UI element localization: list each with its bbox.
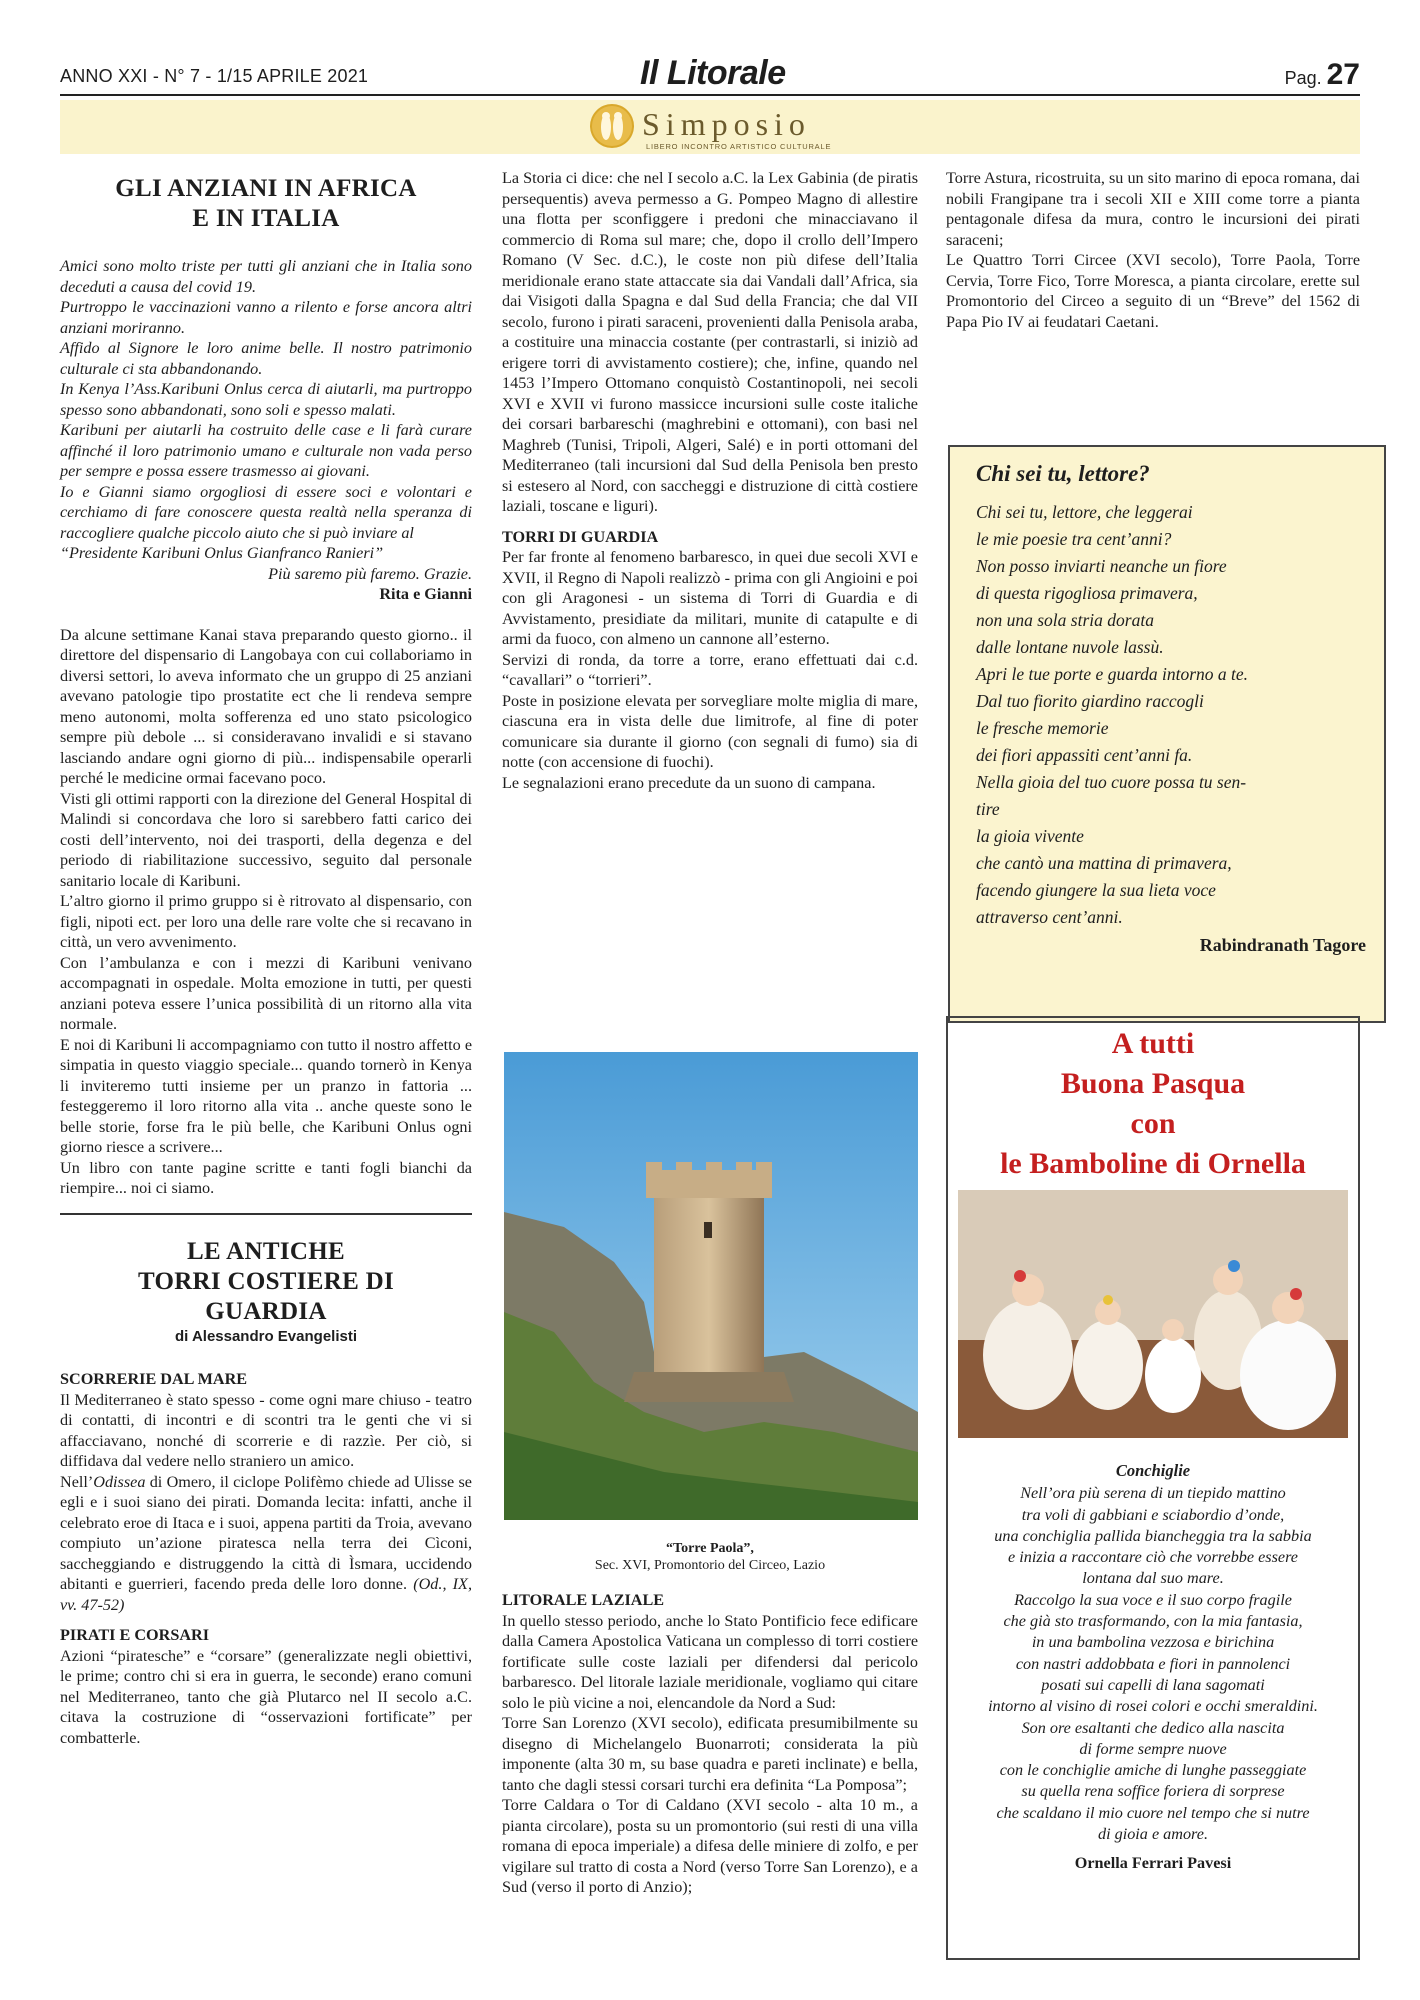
conch-line: Son ore esaltanti che dedico alla nascita	[1021, 1718, 1285, 1737]
section-heading: TORRI DI GUARDIA	[502, 527, 659, 546]
paragraph: Con l’ambulanza e con i mezzi di Karibuni venivano accompagnati in ospedale. Molta emozione in tutti, per questi anziani poteva essere l’unica possibilità di un ritorno alla vita normale.	[60, 953, 472, 1033]
easter-title	[946, 1024, 1360, 1184]
header-rule	[60, 94, 1360, 96]
section-heading: PIRATI E CORSARI	[60, 1626, 210, 1644]
conch-line: intorno al visino di rosei colori e occhi smeraldini.	[988, 1697, 1318, 1716]
poem-line: Chi sei tu, lettore, che leggerai	[976, 502, 1193, 522]
section-heading: LITORALE LAZIALE	[502, 1591, 665, 1609]
column-3	[946, 168, 1360, 332]
paragraph: Le segnalazioni erano precedute da un suono di campana.	[502, 773, 876, 792]
column-1	[60, 168, 472, 1748]
poem-line: attraverso cent’anni.	[976, 907, 1123, 927]
poem-line: Apri le tue porte e guarda intorno a te.	[976, 664, 1249, 684]
closing-line: Più saremo più faremo. Grazie.	[268, 564, 472, 583]
poem-line: Dal tuo fiorito giardino raccogli	[976, 691, 1204, 711]
poem-line: le fresche memorie	[976, 718, 1109, 738]
page-number: 27	[1326, 58, 1360, 91]
conch-line: che già sto trasformando, con la mia fantasia,	[1003, 1612, 1303, 1631]
caption-subtitle: Sec. XVI, Promontorio del Circeo, Lazio	[594, 1558, 826, 1573]
conch-lines	[960, 1483, 1346, 1845]
conch-line: lontana dal suo mare.	[1082, 1569, 1224, 1588]
paragraph: E noi di Karibuni li accompagniamo con tutto il nostro affetto e simpatia in questo viaggio speciale... quando tornerò in Kenya li inviteremo tutti insieme per un pranzo in fattoria ... festeggeremo il loro ritorno alla vita .. anche queste sono le belle storie, forse fra le più belle, che Karibuni Onlus ogni giorno riesce a scrivere...	[60, 1035, 472, 1156]
poem-line: dei fiori appassiti cent’anni fa.	[976, 745, 1193, 765]
section-divider	[60, 1199, 472, 1215]
paragraph: Il Mediterraneo è stato spesso - come ogni mare chiuso - teatro di contatti, di incontri e di scontri tra le genti che vi si affacciavano, nonché di scorrerie e di razzìe. Per ciò, si diffidava dal vedere nello straniero un amico.	[60, 1390, 472, 1470]
poem-line: facendo giungere la sua lieta voce	[976, 880, 1216, 900]
paragraph: Poste in posizione elevata per sorvegliare molte miglia di mare, ciascuna era in vista delle due limitrofe, al fine di poter comunicare sia durante il giorno (con segnali di fumo) sia di notte (con accensione di fuochi).	[502, 691, 918, 771]
conch-line: Raccolgo la sua voce e il suo corpo fragile	[1014, 1590, 1292, 1609]
paragraph: Visti gli ottimi rapporti con la direzione del General Hospital di Malindi si concordava che loro si sarebbero fatti carico dei costi dell’intervento, noi dei trasporti, della degenza e del periodo di riabilitazione successivo, seguito dal personale sanitario locale di Karibuni.	[60, 789, 472, 890]
conch-line: su quella rena soffice foriera di sorprese	[1021, 1782, 1285, 1801]
conch-line: con nastri addobbata e fiori in pannolenci	[1015, 1654, 1291, 1673]
page-label: Pag.	[1284, 68, 1322, 88]
banner-title: Simposio	[642, 106, 811, 142]
conch-line: di gioia e amore.	[1097, 1825, 1208, 1844]
poem-line: la gioia vivente	[976, 826, 1084, 846]
shell-dolls-photo	[958, 1190, 1348, 1438]
article-anziani-intro	[60, 256, 472, 584]
simposio-logo-icon	[590, 104, 634, 148]
easter-title-line: Buona Pasqua	[1060, 1067, 1246, 1100]
section-heading: SCORRERIE DAL MARE	[60, 1370, 248, 1388]
easter-title-line: A tutti	[1111, 1027, 1195, 1060]
poem-title: Chi sei tu, lettore?	[976, 461, 1150, 486]
paragraph: Amici sono molto triste per tutti gli anziani che in Italia sono deceduti a causa del covid 19.	[60, 257, 472, 296]
issue-line: ANNO XXI - N° 7 - 1/15 APRILE 2021	[60, 66, 369, 86]
paragraph: “Presidente Karibuni Onlus Gianfranco Ranieri”	[60, 544, 384, 562]
text: Odissea	[93, 1472, 146, 1491]
poem-box	[948, 445, 1386, 1023]
title-line: E IN ITALIA	[192, 205, 340, 232]
conch-line: e inizia a raccontare ciò che vorrebbe essere	[1008, 1548, 1298, 1567]
conch-line: di forme sempre nuove	[1079, 1739, 1227, 1758]
paragraph: Servizi di ronda, da torre a torre, erano effettuati dai c.d. “cavallari” o “torrieri”.	[502, 650, 918, 689]
reference: (Od., IX, vv. 47-52)	[60, 1575, 472, 1614]
page-number-label	[1285, 58, 1360, 92]
easter-title-line: con	[1130, 1107, 1176, 1140]
text: di Omero, il ciclope Polifèmo chiede ad Ulisse se egli e i suoi siano dei pirati. Domanda lecita: infatti, anche il celebrato eroe di Itaca e i suoi, appena partiti da Troia, avevano compiuto un’azione piratesca nella terra dei Cìconi, saccheggiando e distruggendo la città di Ìsmara, uccidendo abitanti e guerrieri, facendo preda delle loro donne.	[60, 1472, 472, 1593]
paragraph: Karibuni per aiutarli ha costruito delle case e li farà curare affinché il loro patrimonio umano e culturale non vada perso per sempre e possa essere trasmesso ai giovani.	[60, 421, 472, 480]
masthead: Il Litorale	[640, 54, 786, 92]
paragraph: Torre Caldara o Tor di Caldano (XVI secolo - alta 10 m., a pianta circolare), posta su un promontorio (sui resti di una villa romana di epoca imperiale) a difesa delle miniere di zolfo, e per vigilare sul tratto di costa a Nord (verso Torre San Lorenzo), e a Sud (verso il porto di Anzio);	[502, 1796, 918, 1896]
title-line: TORRI COSTIERE DI	[137, 1267, 395, 1295]
conch-line: in una bambolina vezzosa e birichina	[1031, 1633, 1275, 1652]
paragraph: Affido al Signore le loro anime belle. Il nostro patrimonio culturale ci sta abbandonando.	[60, 339, 472, 378]
poem-line: dalle lontane nuvole lassù.	[976, 637, 1164, 657]
conch-title: Conchiglie	[1115, 1461, 1191, 1480]
byline: di Alessandro Evangelisti	[175, 1327, 357, 1345]
conchiglie-poem	[960, 1460, 1346, 1875]
paragraph: Azioni “piratesche” e “corsare” (generalizzate negli obiettivi, le prime; contro chi si era in guerra, le seconde) erano comuni nel Mediterraneo, tanto che già Plutarco nel II secolo a.C. citava la costruzione di “osservazioni fortificate” per combatterle.	[60, 1646, 472, 1747]
torre-paola-photo	[504, 1052, 918, 1520]
article-anziani-body	[60, 625, 472, 1199]
poem-line: che cantò una mattina di primavera,	[976, 853, 1232, 873]
paragraph: In Kenya l’Ass.Karibuni Onlus cerca di aiutarli, ma purtroppo spesso sono abbandonati, sono soli e spesso malati.	[60, 380, 472, 419]
poem-lines	[976, 499, 1366, 931]
title-line: LE ANTICHE	[187, 1237, 345, 1265]
paragraph: Un libro con tante pagine scritte e tanti fogli bianchi da riempire... noi ci siamo.	[60, 1158, 472, 1197]
poem-line: Nella gioia del tuo cuore possa tu sen-	[976, 772, 1247, 792]
article-anziani-title	[60, 174, 472, 234]
title-line: GLI ANZIANI IN AFRICA	[115, 175, 417, 202]
conch-line: con le conchiglie amiche di lunghe passeggiate	[999, 1761, 1307, 1780]
conch-line: posati sui capelli di lana sagomati	[1041, 1675, 1265, 1694]
paragraph: Le Quattro Torri Circee (XVI secolo), Torre Paola, Torre Cervia, Torre Fico, Torre Moresca, a pianta circolare, erette sul Promontorio del Circeo a seguito di un “Breve” del 1562 di Papa Pio IV ai feudatari Caetani.	[946, 251, 1360, 331]
column-2	[502, 168, 918, 793]
easter-title-line: le Bamboline di Ornella	[1000, 1147, 1306, 1180]
poem-author: Rabindranath Tagore	[1199, 935, 1366, 955]
paragraph: Per far fronte al fenomeno barbaresco, in quei due secoli XVI e XVII, il Regno di Napoli realizzò - prima con gli Angioini e poi con gli Aragonesi - un sistema di Torri di Guardia e di Avvistamento, presidiate da militari, munite di catapulte e di armi da fuoco, con almeno un cannone all’esterno.	[502, 548, 918, 648]
conch-line: Nell’ora più serena di un tiepido mattino	[1020, 1484, 1286, 1503]
conch-line: che scaldano il mio cuore nel tempo che si nutre	[996, 1803, 1310, 1822]
paragraph: Torre San Lorenzo (XVI secolo), edificata presumibilmente su disegno di Michelangelo Buonarroti; considerata la più imponente (alta 30 m, su base quadra e pareti inclinate) e bella, tanto che dagli stessi corsari turchi era definita “La Pomposa”;	[502, 1714, 918, 1794]
conch-line: una conchiglia pallida biancheggia tra la sabbia	[994, 1526, 1312, 1545]
conch-line: tra voli di gabbiani e sciabordio d’onde,	[1021, 1505, 1285, 1524]
conch-author: Ornella Ferrari Pavesi	[1074, 1854, 1232, 1873]
paragraph: Io e Gianni siamo orgogliosi di essere soci e volontari e cerchiamo di fare conoscere questa realtà nella speranza di raccogliere qualche piccolo aiuto che si può inviare al	[60, 482, 472, 542]
paragraph: Da alcune settimane Kanai stava preparando questo giorno.. il direttore del dispensario di Langobaya con cui collaboriamo in diversi settori, lo aveva informato che un gruppo di 25 anziani avevano patologie tipo prostatite ect che li rendeva sempre meno autonomi, molta sofferenza ed uno stato psicologico sempre più debole ... si consideravano invalidi e si stavano lasciando andare ogni giorno di più... indispensabile operarli perché le medicine ormai facevano poco.	[60, 625, 472, 787]
paragraph: La Storia ci dice: che nel I secolo a.C. la Lex Gabinia (de piratis persequentis) aveva permesso a G. Pompeo Magno di allestire una flotta per sconfiggere i predoni che minacciavano il commercio di Roma sul mare; che, dopo il crollo dell’Impero Romano (V Sec. d.C.), le coste non più difese dell’Italia meridionale erano state attaccate sia dai Vandali dall’Africa, sia dai Visigoti dalla Spagna e dal Sud della Francia; che dal VII secolo, furono i pirati saraceni, provenienti dalla Penisola araba, a costituire una minaccia costante (per contrastarli, si iniziò ad erigere torri di avvistamento costiere); che, infine, quando nel 1453 l’Impero Ottomano conquistò Costantinopoli, nei secoli XVI e XVII vi furono massicce incursioni sulle coste italiche dei corsari barbareschi (maghrebini e ottomani), con basi nel Maghreb (Tunisi, Tripoli, Algeri, Salé) e in porti ottomani del Mediterraneo (tali incursioni dal Sud della Penisola ben presto si estesero al Nord, con saccheggi e distruzione di città costiere laziali, toscane e liguri).	[502, 169, 918, 515]
poem-line: non una sola stria dorata	[976, 610, 1154, 630]
text: Nell’	[60, 1472, 94, 1491]
title-line: GUARDIA	[205, 1297, 327, 1325]
paragraph: Purtroppo le vaccinazioni vanno a rilento e forse ancora altri anziani moriranno.	[60, 298, 472, 337]
signature: Rita e Gianni	[379, 585, 472, 603]
banner-subtitle: LIBERO INCONTRO ARTISTICO CULTURALE	[646, 142, 832, 151]
paragraph	[60, 1472, 472, 1616]
paragraph: L’altro giorno il primo gruppo si è ritrovato al dispensario, con figli, nipoti ect. per loro una delle rare volte che si recavano in città, un vero avvenimento.	[60, 892, 472, 951]
poem-line: Non posso inviarti neanche un fiore	[976, 556, 1227, 576]
caption-title: “Torre Paola”,	[666, 1541, 754, 1556]
article-torri-title	[60, 1237, 472, 1327]
poem-line: tire	[976, 799, 1000, 819]
poem-line: di questa rigogliosa primavera,	[976, 583, 1198, 603]
photo-caption	[502, 1540, 918, 1574]
paragraph: In quello stesso periodo, anche lo Stato Pontificio fece edificare dalla Camera Apostolica Vaticana un complesso di torri costiere fortificate sulle coste laziali per difendersi dal pericolo barbaresco. Del litorale laziale meridionale, vogliamo qui citare solo le più vicine a noi, elencandole da Nord a Sud:	[502, 1611, 918, 1712]
column-2-lower	[502, 1590, 918, 1898]
poem-line: le mie poesie tra cent’anni?	[976, 529, 1172, 549]
paragraph: Torre Astura, ricostruita, su un sito marino di epoca romana, dai nobili Frangipane tra i secoli XII e XIII come torre a pianta pentagonale difesa da mura, contro le incursioni dei pirati saraceni;	[946, 169, 1360, 249]
